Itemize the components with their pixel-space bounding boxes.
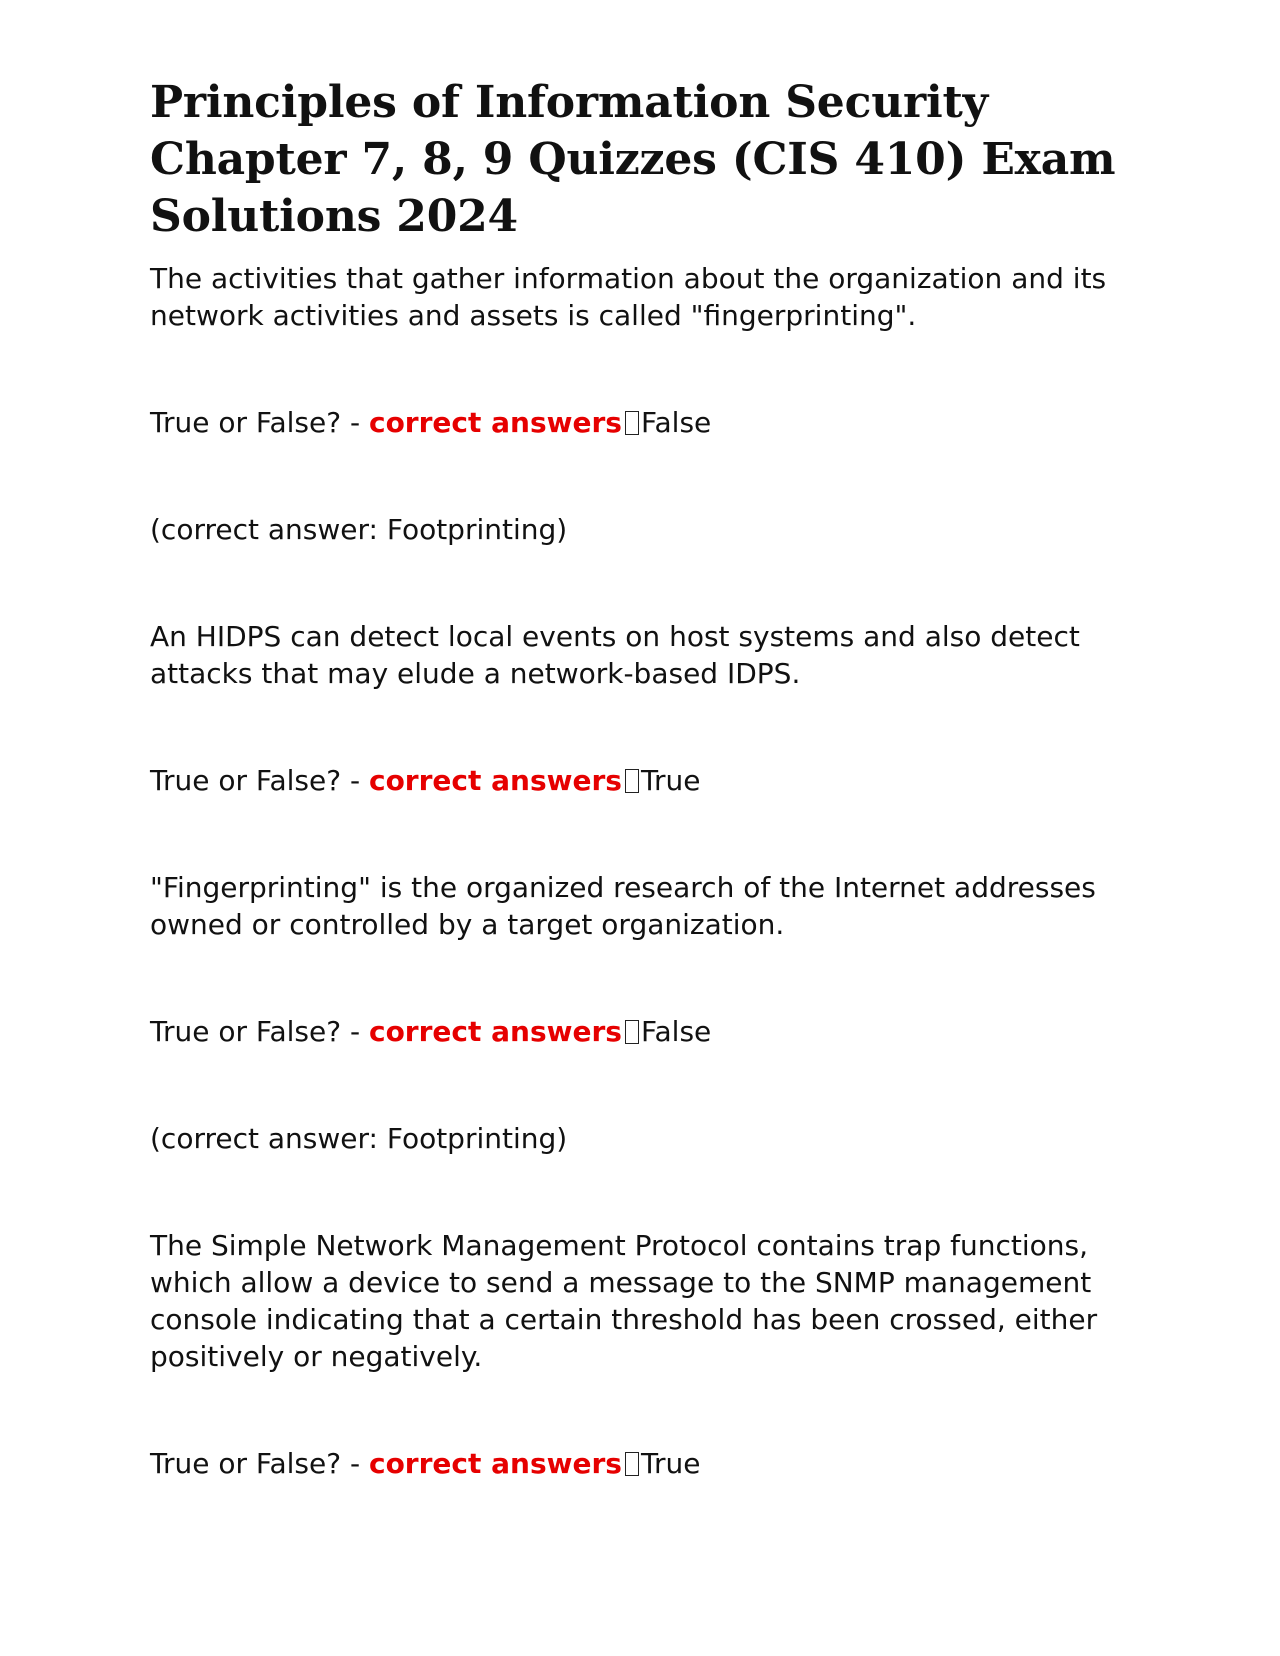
correct-answers-label: correct answers xyxy=(368,1015,622,1048)
correct-answers-label: correct answers xyxy=(368,1447,622,1480)
document-title: Principles of Information Security Chapter 7, 8, 9 Quizzes (CIS 410) Exam Solutions 2024 xyxy=(150,77,1116,242)
question-text: "Fingerprinting" is the organized research of the Internet addresses owned or controlled by a target organization. xyxy=(150,871,1096,941)
missing-glyph-icon xyxy=(625,411,639,435)
question-text: An HIDPS can detect local events on host systems and also detect attacks that may elude a network-based IDPS. xyxy=(150,620,1080,690)
answer-prefix: True or False? - xyxy=(150,1447,369,1480)
answer-line xyxy=(150,1445,1140,1482)
document-page xyxy=(150,74,1140,1482)
missing-glyph-icon xyxy=(625,769,639,793)
correct-answers-label: correct answers xyxy=(368,406,622,439)
answer-prefix: True or False? - xyxy=(150,1015,369,1048)
question-text: The activities that gather information about the organization and its network activities and assets is called "fingerprinting". xyxy=(150,262,1107,332)
correct-answers-label: correct answers xyxy=(368,764,622,797)
missing-glyph-icon xyxy=(625,1452,639,1476)
answer-note: (correct answer: Footprinting) xyxy=(150,1122,568,1155)
answer-value: False xyxy=(640,1015,712,1048)
answer-prefix: True or False? - xyxy=(150,406,369,439)
answer-line xyxy=(150,1013,1140,1050)
answer-line xyxy=(150,404,1140,441)
question-text: The Simple Network Management Protocol contains trap functions, which allow a device to send a message to the SNMP management console indicating that a certain threshold has been crossed, either positively or negatively. xyxy=(150,1229,1098,1373)
answer-value: True xyxy=(640,764,701,797)
answer-prefix: True or False? - xyxy=(150,764,369,797)
answer-value: False xyxy=(640,406,712,439)
answer-line xyxy=(150,762,1140,799)
answer-value: True xyxy=(640,1447,701,1480)
missing-glyph-icon xyxy=(625,1020,639,1044)
answer-note: (correct answer: Footprinting) xyxy=(150,513,568,546)
